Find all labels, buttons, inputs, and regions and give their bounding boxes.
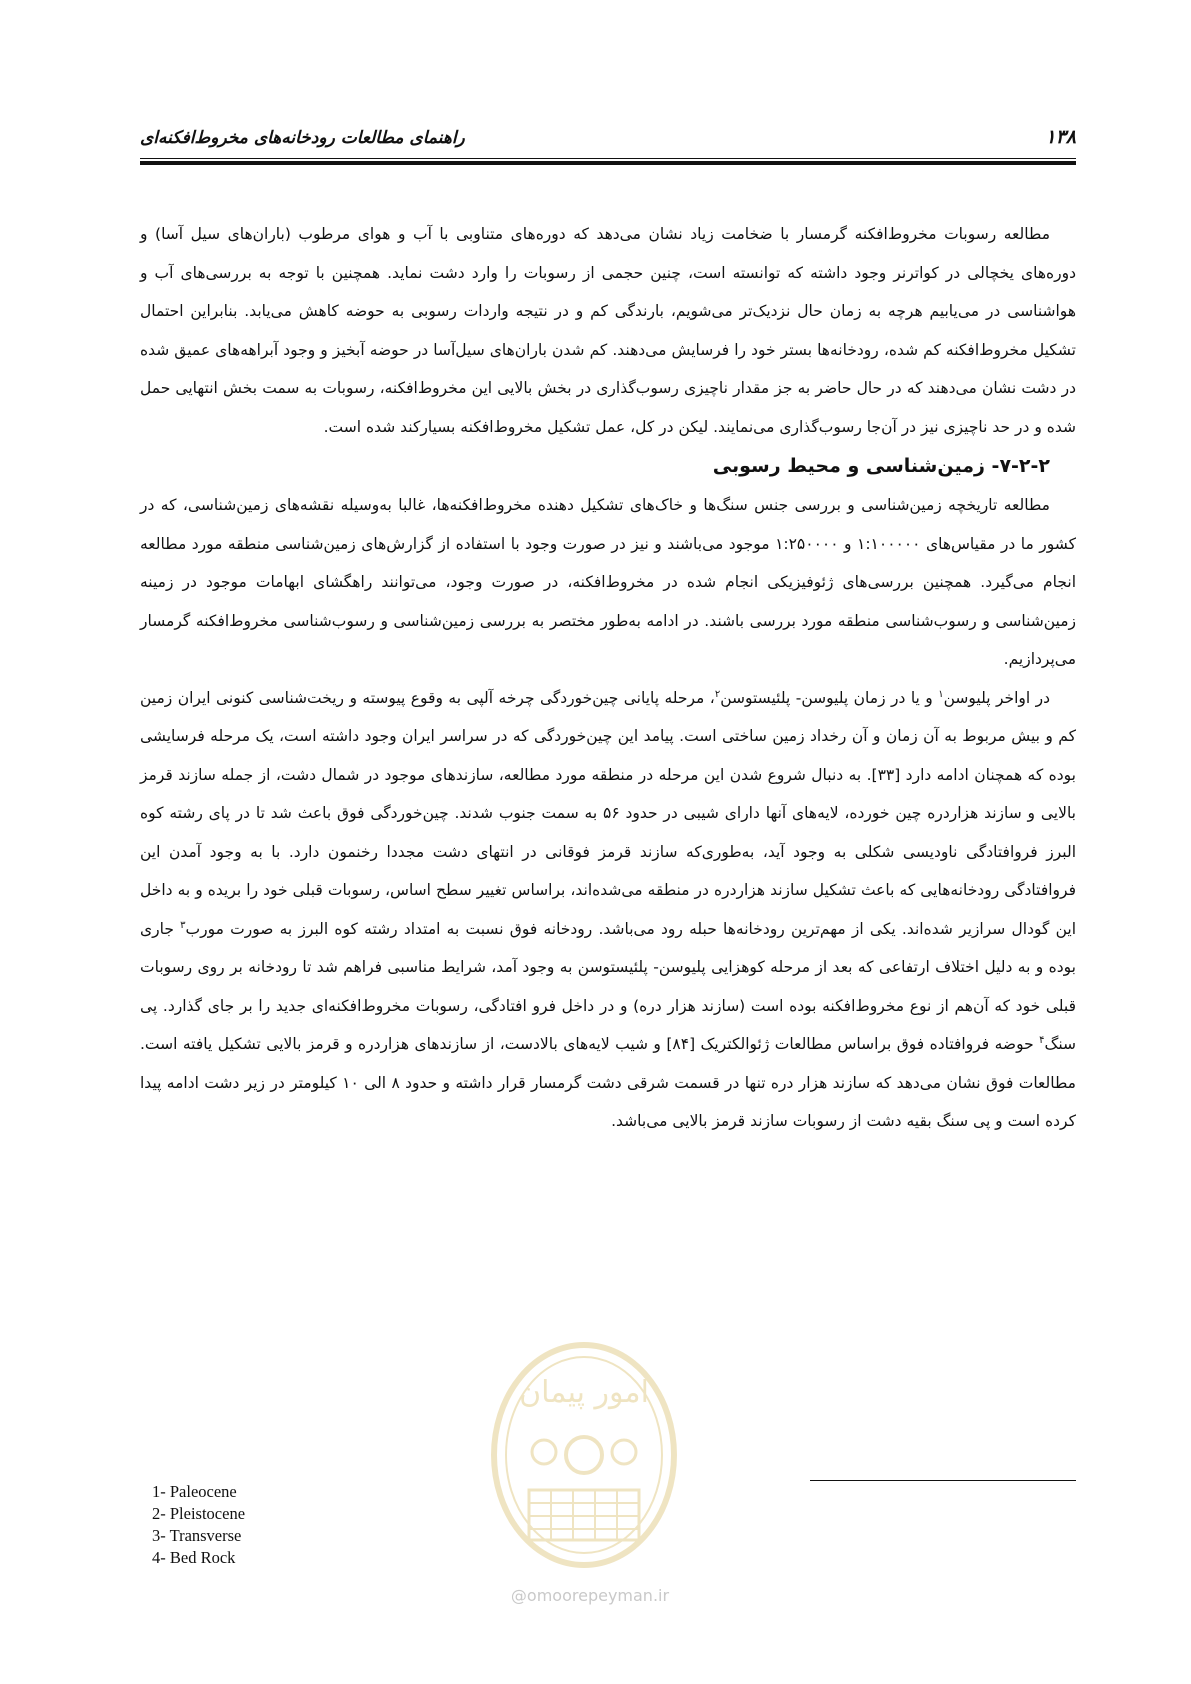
header-rule-thin [140, 158, 1076, 159]
paragraph-3-part-a: در اواخر پلیوسن [943, 688, 1050, 707]
watermark-logo-text: امور پیمان [519, 1375, 649, 1410]
watermark-logo [489, 1340, 679, 1570]
paragraph-3-part-c: ، مرحله پایانی چین‌خوردگی چرخه آلپی به وقوع پیوسته و ریخت‌شناسی کنونی ایران زمین کم و بیش مربوط به آن زمان و آن رخداد زمین ساختی است. پیامد این چین‌خوردگی که در سراسر ایران وجود داشته است، یک مرحله فرسایشی بوده که همچنان ادامه دارد [۳۳]. به دنبال شروع شدن این مرحله در منطقه مورد مطالعه، سازندهای موجود در شمال دشت، از جمله سازند قرمز بالایی و سازند هزاردره چین خورده، لایه‌های آنها دارای شیبی در حدود ۵۶ به سمت جنوب شدند. چین‌خوردگی فوق باعث شد تا در پای رشته کوه البرز فروافتادگی ناودیسی شکلی به وجود آید، به‌طوری‌که سازند قرمز فوقانی در انتهای دشت مجددا رخنمون دارد. با به وجود آمدن این فروافتادگی رودخانه‌هایی که باعث تشکیل سازند هزاردره در منطقه می‌شده‌اند، براساس تغییر سطح اساس، رسوبات قبلی خود را بریده و به داخل این گودال سرازیر شده‌اند. یکی از مهم‌ترین رودخانه‌ها حبله رود می‌باشد. رودخانه فوق نسبت به امتداد رشته کوه البرز به صورت مورب [140, 688, 1076, 938]
paragraph-3-part-d: جاری بوده و به دلیل اختلاف ارتفاعی که بعد از مرحله کوهزایی پلیوسن- پلئیستوسن به وجود آمد، شرایط مناسبی فراهم شد تا رودخانه بر روی رسوبات قبلی خود که آن‌هم از نوع مخروط‌افکنه بوده است (سازند هزار دره) و در داخل فرو افتادگی، رسوبات مخروط‌افکنه‌ای جدید را بر جای گذارد. پی سنگ [140, 919, 1077, 1053]
paragraph-3-part-e: حوضه فروافتاده فوق براساس مطالعات ژئوالکتریک [۸۴] و شیب لایه‌های بالادست، از سازندهای هزاردره و قرمز بالایی تشکیل یافته است. مطالعات فوق نشان می‌دهد که سازند هزار دره تنها در قسمت شرقی دشت گرمسار قرار داشته و حدود ۸ الی ۱۰ کیلومتر در زیر دشت ادامه پیدا کرده است و پی سنگ بقیه دشت از رسوبات سازند قرمز بالایی می‌باشد. [140, 1035, 1076, 1130]
paragraph-3-part-b: و یا در زمان پلیوسن- پلئیستوسن [720, 688, 939, 707]
footnote-ref-4: ۴ [1039, 1034, 1045, 1046]
page-number: ۱۳۸ [1045, 126, 1076, 148]
footnote-rule [810, 1480, 1076, 1481]
watermark-url-text: omoorepeyman.ir [526, 1586, 670, 1605]
footnote-1: 1- Paleocene [152, 1482, 237, 1501]
footnote-2: 2- Pleistocene [152, 1504, 246, 1523]
section-heading: ۷-۲-۲- زمین‌شناسی و محیط رسوبی [712, 455, 1050, 477]
footnotes [152, 1481, 452, 1569]
footnote-ref-2: ۲ [714, 688, 721, 700]
running-title: راهنمای مطالعات رودخانه‌های مخروط‌افکنه‌ای [140, 128, 465, 148]
page-header [140, 126, 1076, 154]
body-text [140, 215, 1076, 1141]
paragraph-2: مطالعه تاریخچه زمین‌شناسی و بررسی جنس سنگ‌ها و خاک‌های تشکیل دهنده مخروط‌افکنه‌ها، غالبا به‌وسیله نقشه‌های زمین‌شناسی، که در کشور ما در مقیاس‌های ۱:۱۰۰۰۰۰ و ۱:۲۵۰۰۰۰ موجود می‌باشند و نیز در صورت وجود با استفاده از گزارش‌های زمین‌شناسی منطقه مورد مطالعه انجام می‌گیرد. همچنین بررسی‌های ژئوفیزیکی انجام شده در مخروط‌افکنه، در صورت وجود، می‌توانند راهگشای ابهامات موجود در زمینه زمین‌شناسی و رسوب‌شناسی منطقه مورد بررسی باشند. در ادامه به‌طور مختصر به بررسی زمین‌شناسی و رسوب‌شناسی مخروط‌افکنه گرمسار می‌پردازیم. [140, 496, 1077, 668]
watermark-url: @omoorepeyman.ir [510, 1586, 670, 1605]
footnote-ref-3: ۳ [180, 919, 186, 931]
footnote-3: 3- Transverse [152, 1526, 242, 1545]
paragraph-3 [140, 679, 1076, 1141]
footnote-ref-1: ۱ [938, 688, 944, 700]
header-rule-thick [140, 161, 1076, 165]
footnote-4: 4- Bed Rock [152, 1548, 236, 1567]
paragraph-1: مطالعه رسوبات مخروط‌افکنه گرمسار با ضخامت زیاد نشان می‌دهد که دوره‌های متناوبی با آب و هوای مرطوب (باران‌های سیل آسا) و دوره‌های یخچالی در کواترنر وجود داشته که توانسته است، چنین حجمی از رسوبات را وارد دشت نماید. همچنین با توجه به بررسی‌های آب و هواشناسی در می‌یابیم هرچه به زمان حال نزدیک‌تر می‌شویم، بارندگی کم و در نتیجه واردات رسوبی به حوضه کاهش می‌یابد. بنابراین احتمال تشکیل مخروط‌افکنه کم شده، رودخانه‌ها بستر خود را فرسایش می‌دهند. کم شدن باران‌های سیل‌آسا در حوضه آبخیز و وجود آبراهه‌های عمیق شده در دشت نشان می‌دهند که در حال حاضر به جز مقدار ناچیزی رسوب‌گذاری در بخش بالایی این مخروط‌افکنه، رسوبات به سمت بخش انتهایی حمل شده و در حد ناچیزی نیز در آن‌جا رسوب‌گذاری می‌نمایند. لیکن در کل، عمل تشکیل مخروط‌افکنه بسیارکند شده است. [140, 225, 1076, 436]
